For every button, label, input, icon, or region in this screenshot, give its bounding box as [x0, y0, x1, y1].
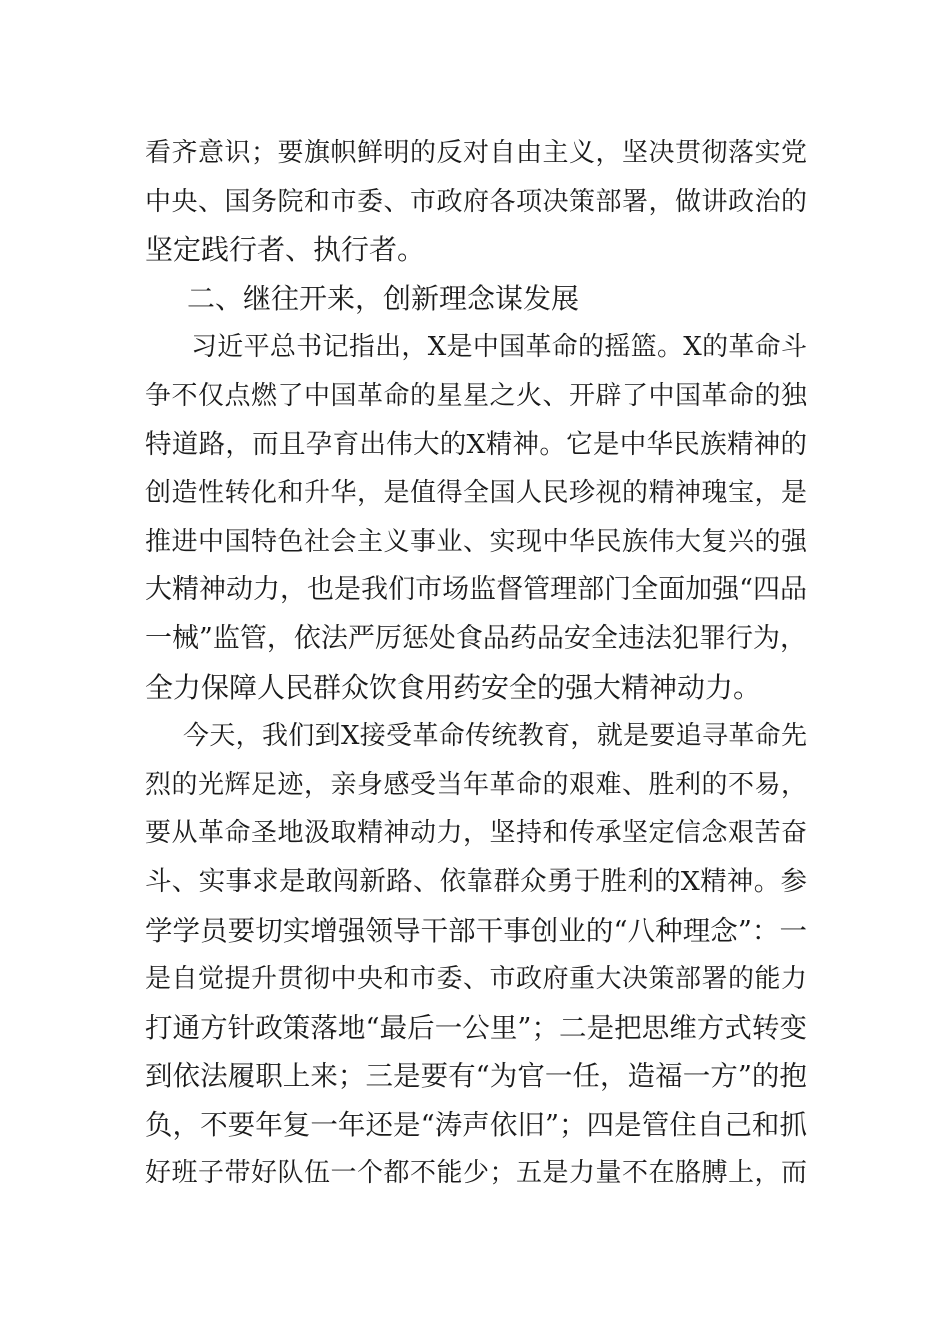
text-line: 烈的光辉足迹，亲身感受当年革命的艰难、胜利的不易，: [145, 769, 807, 800]
text-line: 全力保障人民群众饮食用药安全的强大精神动力。: [145, 670, 762, 704]
text-line: 打通方针政策落地“最后一公里”；二是把思维方式转变: [145, 1011, 807, 1044]
text-line: 创造性转化和升华，是值得全国人民珍视的精神瑰宝，是: [145, 478, 807, 509]
text-line: 看齐意识；要旗帜鲜明的反对自由主义，坚决贯彻落实党: [145, 138, 807, 168]
text-line: 大精神动力，也是我们市场监督管理部门全面加强“四品: [145, 574, 807, 606]
text-line: 争不仅点燃了中国革命的星星之火、开辟了中国革命的独: [145, 380, 807, 411]
text-line: 负，不要年复一年还是“涛声依旧”；四是管住自己和抓: [145, 1108, 807, 1141]
text-line: 一械”监管，依法严厉惩处食品药品安全违法犯罪行为，: [145, 622, 807, 654]
text-line: 坚定践行者、执行者。: [145, 233, 426, 267]
text-line: 学学员要切实增强领导干部干事创业的“八种理念”：一: [145, 914, 807, 947]
text-line: 是自觉提升贯彻中央和市委、市政府重大决策部署的能力: [145, 964, 807, 995]
text-line: 好班子带好队伍一个都不能少；五是力量不在胳膊上，而: [145, 1158, 807, 1189]
text-line: 推进中国特色社会主义事业、实现中华民族伟大复兴的强: [145, 526, 807, 557]
text-line: 特道路，而且孕育出伟大的X精神。它是中华民族精神的: [145, 428, 807, 460]
paragraph-first-line: 今天，我们到X接受革命传统教育，就是要追寻革命先: [183, 721, 807, 752]
section-heading: 二、继往开来，创新理念谋发展: [187, 281, 580, 315]
document-body: [145, 129, 807, 1198]
paragraph-first-line: 习近平总书记指出，X是中国革命的摇篮。X的革命斗: [191, 332, 807, 363]
text-line: 要从革命圣地汲取精神动力，坚持和传承坚定信念艰苦奋: [145, 818, 807, 849]
text-line: 斗、实事求是敢闯新路、依靠群众勇于胜利的X精神。参: [145, 865, 807, 897]
text-line: 到依法履职上来；三是要有“为官一任，造福一方”的抱: [145, 1060, 807, 1093]
text-line: 中央、国务院和市委、市政府各项决策部署，做讲政治的: [145, 186, 807, 217]
